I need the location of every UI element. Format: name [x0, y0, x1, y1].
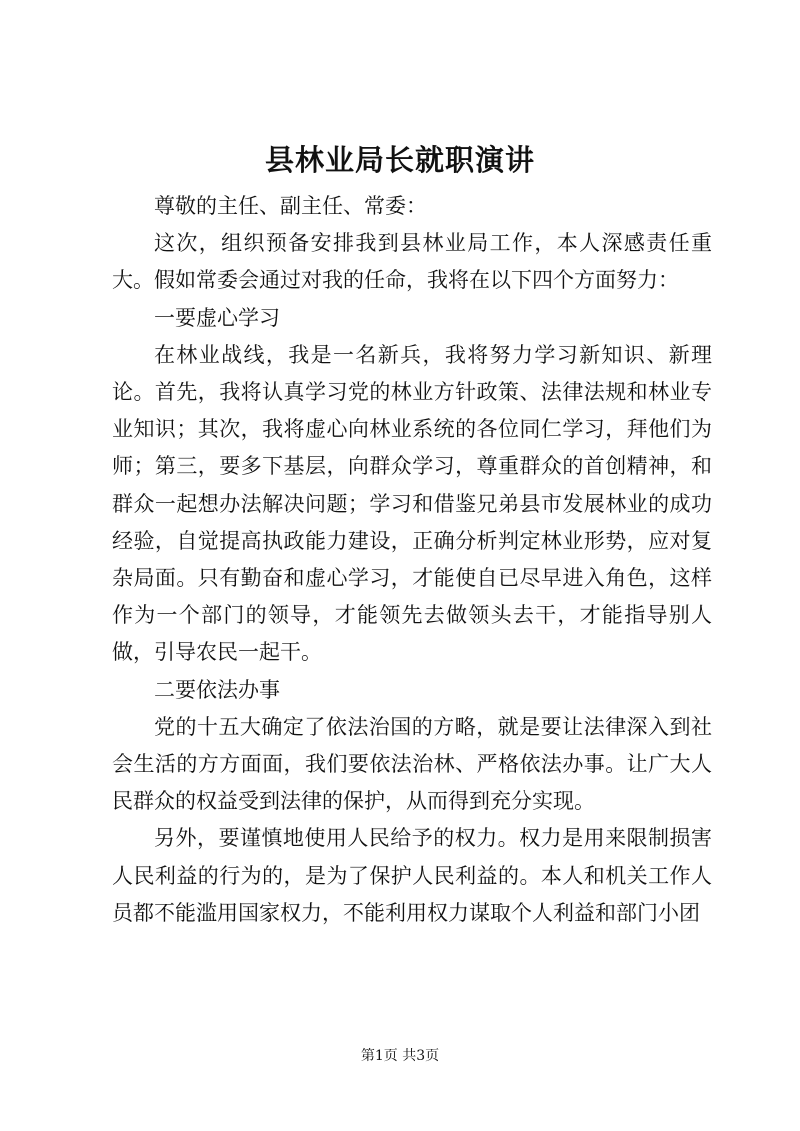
law-paragraph: 党的十五大确定了依法治国的方略，就是要让法律深入到社会生活的方方面面，我们要依法治林、严格依法办事。让广大人民群众的权益受到法律的保护，从而得到充分实现。 — [112, 714, 712, 814]
page-indicator: 第1页 共3页 — [360, 1048, 440, 1064]
power-paragraph: 另外，要谨慎地使用人民给予的权力。权力是用来限制损害人民利益的行为的，是为了保护人民利益的。本人和机关工作人员都不能滥用国家权力，不能利用权力谋取个人利益和部门小团 — [112, 826, 712, 925]
section-heading-law: 二要依法办事 — [154, 677, 280, 702]
study-paragraph: 在林业战线，我是一名新兵，我将努力学习新知识、新理论。首先，我将认真学习党的林业方针政策、法律法规和林业专业知识；其次，我将虚心向林业系统的各位同仁学习，拜他们为师；第三，要多下基层，向群众学习，尊重群众的首创精神，和群众一起想办法解决问题；学习和借鉴兄弟县市发展林业的成功经验，自觉提高执政能力建设，正确分析判定林业形势，应对复杂局面。只有勤奋和虚心学习，才能使自已尽早进入角色，这样作为一个部门的领导，才能领先去做领头去干，才能指导别人做，引导农民一起干。 — [112, 342, 712, 665]
intro-paragraph: 这次，组织预备安排我到县林业局工作，本人深感责任重大。假如常委会通过对我的任命，我将在以下四个方面努力： — [112, 231, 712, 293]
document-body — [112, 188, 712, 932]
section-heading-study: 一要虚心学习 — [154, 305, 280, 330]
salutation-paragraph: 尊敬的主任、副主任、常委： — [154, 194, 427, 218]
document-title: 县林业局长就职演讲 — [264, 143, 535, 177]
